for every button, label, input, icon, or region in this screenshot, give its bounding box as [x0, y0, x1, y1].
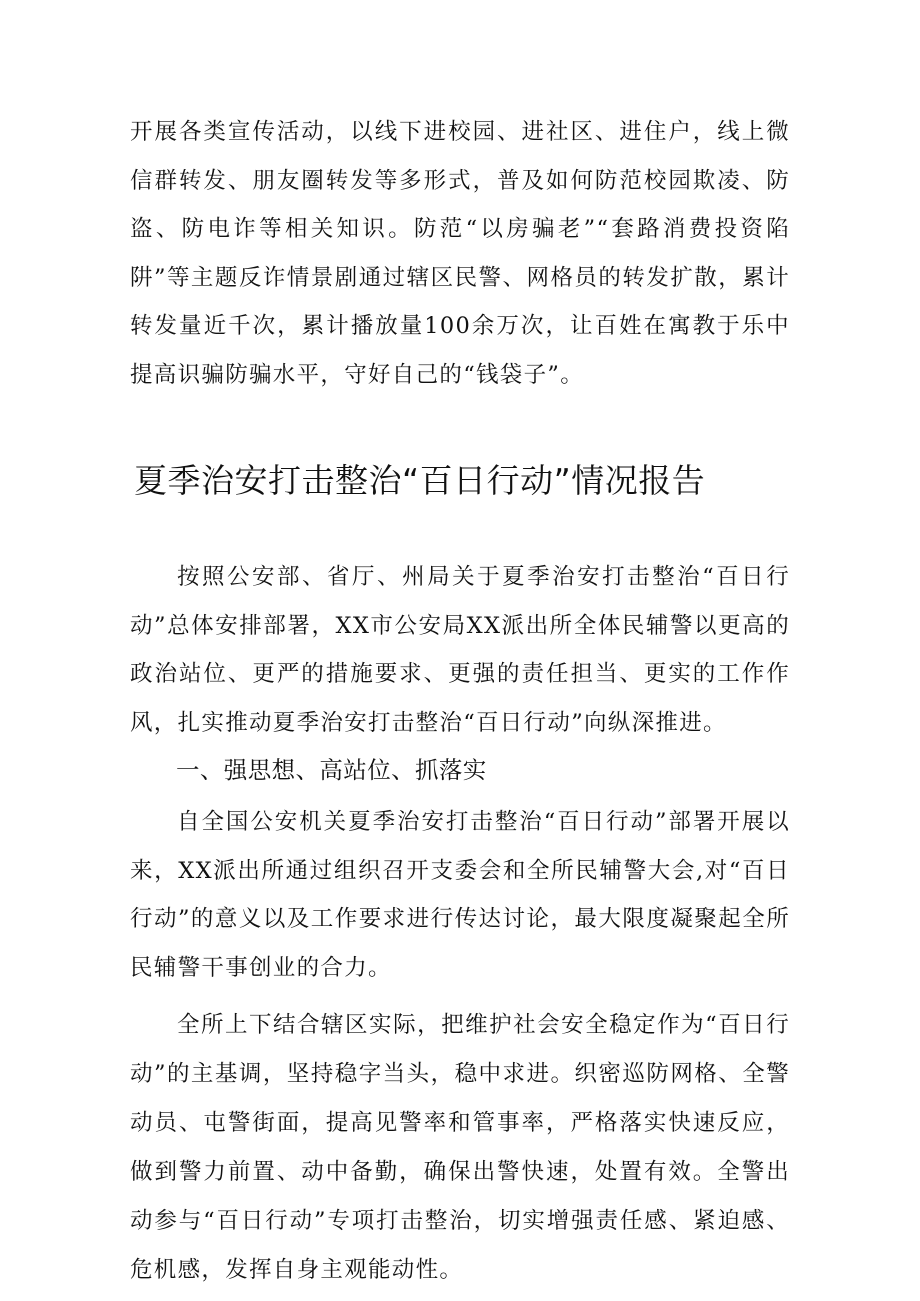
section-paragraph-1: 自全国公安机关夏季治安打击整治“百日行动”部署开展以来，XX派出所通过组织召开支委会和全所民辅警大会,对“百日行动”的意义以及工作要求进行传达讨论，最大限度凝聚起全所民辅警干事创业的合力。 — [130, 809, 790, 981]
section-paragraph-2: 全所上下结合辖区实际，把维护社会安全稳定作为“百日行动”的主基调，坚持稳字当头，稳中求进。织密巡防网格、全警动员、屯警街面，提高见警率和管事率，严格落实快速反应，做到警力前置、动中备勤，确保出警快速，处置有效。全警出动参与“百日行动”专项打击整治，切实增强责任感、紧迫感、危机感，发挥自身主观能动性。 — [130, 1012, 790, 1283]
intro-paragraph: 开展各类宣传活动，以线下进校园、进社区、进住户，线上微信群转发、朋友圈转发等多形式，普及如何防范校园欺凌、防盗、防电诈等相关知识。防范“以房骗老”“套路消费投资陷阱”等主题反诈情景剧通过辖区民警、网格员的转发扩散，累计转发量近千次，累计播放量100余万次，让百姓在寓教于乐中提高识骗防骗水平，守好自己的“钱袋子”。 — [130, 119, 790, 388]
section-heading: 一、强思想、高站位、抓落实 — [176, 756, 487, 784]
document-title: 夏季治安打击整治“百日行动”情况报告 — [134, 461, 706, 500]
opening-paragraph: 按照公安部、省厅、州局关于夏季治安打击整治“百日行动”总体安排部署，XX市公安局XX派出所全体民辅警以更高的政治站位、更严的措施要求、更强的责任担当、更实的工作作风，扎实推动夏季治安打击整治“百日行动”向纵深推进。 — [130, 564, 790, 736]
